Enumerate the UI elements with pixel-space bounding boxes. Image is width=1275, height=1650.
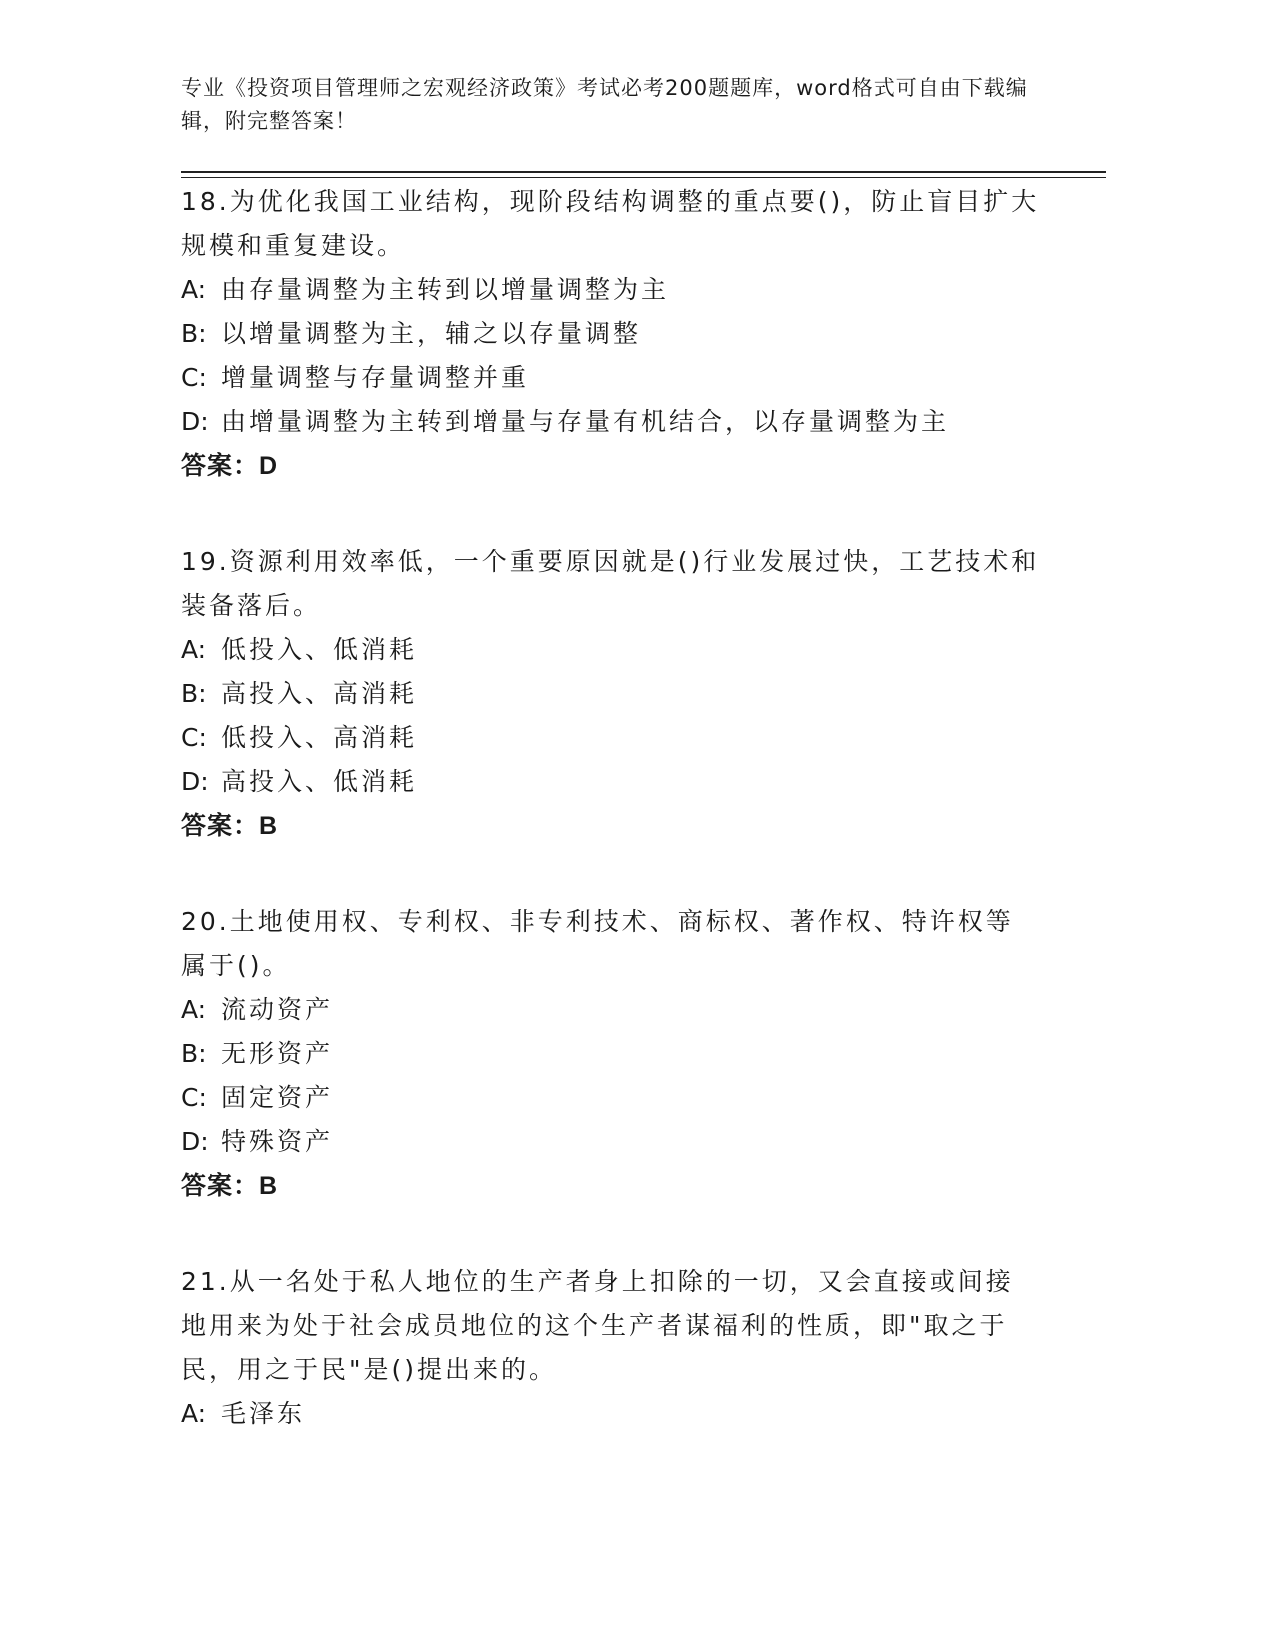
option-text: 流动资产 [221, 995, 334, 1024]
question-18 [181, 180, 1041, 488]
option-letter: C: [181, 723, 207, 752]
option-text: 无形资产 [221, 1039, 334, 1068]
answer-line: 答案：D [181, 452, 279, 480]
option-letter: A: [181, 635, 207, 664]
option-b [181, 1032, 1041, 1076]
option-letter: B: [181, 319, 207, 348]
option-letter: B: [181, 679, 207, 708]
answer-line: 答案：B [181, 812, 279, 840]
option-a [181, 1392, 1041, 1436]
option-text: 以增量调整为主，辅之以存量调整 [221, 319, 642, 348]
question-text: 21.从一名处于私人地位的生产者身上扣除的一切，又会直接或间接地用来为处于社会成员地位的这个生产者谋福利的性质，即"取之于民，用之于民"是()提出来的。 [181, 1267, 1014, 1384]
option-text: 低投入、低消耗 [221, 635, 418, 664]
question-20 [181, 900, 1041, 1208]
option-b [181, 312, 1041, 356]
header-divider-thick [181, 171, 1106, 173]
option-c [181, 716, 1041, 760]
option-c [181, 1076, 1041, 1120]
option-letter: D: [181, 767, 209, 796]
option-a [181, 628, 1041, 672]
option-text: 毛泽东 [221, 1399, 306, 1428]
question-text: 19.资源利用效率低，一个重要原因就是()行业发展过快，工艺技术和装备落后。 [181, 547, 1040, 620]
option-text: 增量调整与存量调整并重 [221, 363, 530, 392]
option-letter: B: [181, 1039, 207, 1068]
document-header: 专业《投资项目管理师之宏观经济政策》考试必考200题题库，word格式可自由下载编辑，附完整答案！ [181, 76, 1028, 133]
option-d [181, 760, 1041, 804]
option-letter: A: [181, 1399, 207, 1428]
option-text: 由存量调整为主转到以增量调整为主 [221, 275, 670, 304]
question-19 [181, 540, 1041, 848]
question-text: 20.土地使用权、专利权、非专利技术、商标权、著作权、特许权等属于()。 [181, 907, 1014, 980]
option-a [181, 988, 1041, 1032]
option-letter: D: [181, 1127, 209, 1156]
option-d [181, 1120, 1041, 1164]
option-c [181, 356, 1041, 400]
answer-line: 答案：B [181, 1172, 279, 1200]
option-text: 固定资产 [221, 1083, 334, 1112]
option-text: 高投入、高消耗 [221, 679, 418, 708]
option-text: 高投入、低消耗 [221, 767, 418, 796]
option-letter: A: [181, 995, 207, 1024]
header-divider-thin [181, 177, 1106, 178]
option-letter: A: [181, 275, 207, 304]
option-a [181, 268, 1041, 312]
option-text: 由增量调整为主转到增量与存量有机结合，以存量调整为主 [221, 407, 950, 436]
option-letter: D: [181, 407, 209, 436]
question-21 [181, 1260, 1041, 1436]
option-text: 低投入、高消耗 [221, 723, 418, 752]
option-b [181, 672, 1041, 716]
question-list [181, 180, 1041, 1488]
option-d [181, 400, 1041, 444]
option-letter: C: [181, 1083, 207, 1112]
question-text: 18.为优化我国工业结构，现阶段结构调整的重点要()，防止盲目扩大规模和重复建设。 [181, 187, 1040, 260]
option-text: 特殊资产 [221, 1127, 334, 1156]
option-letter: C: [181, 363, 207, 392]
